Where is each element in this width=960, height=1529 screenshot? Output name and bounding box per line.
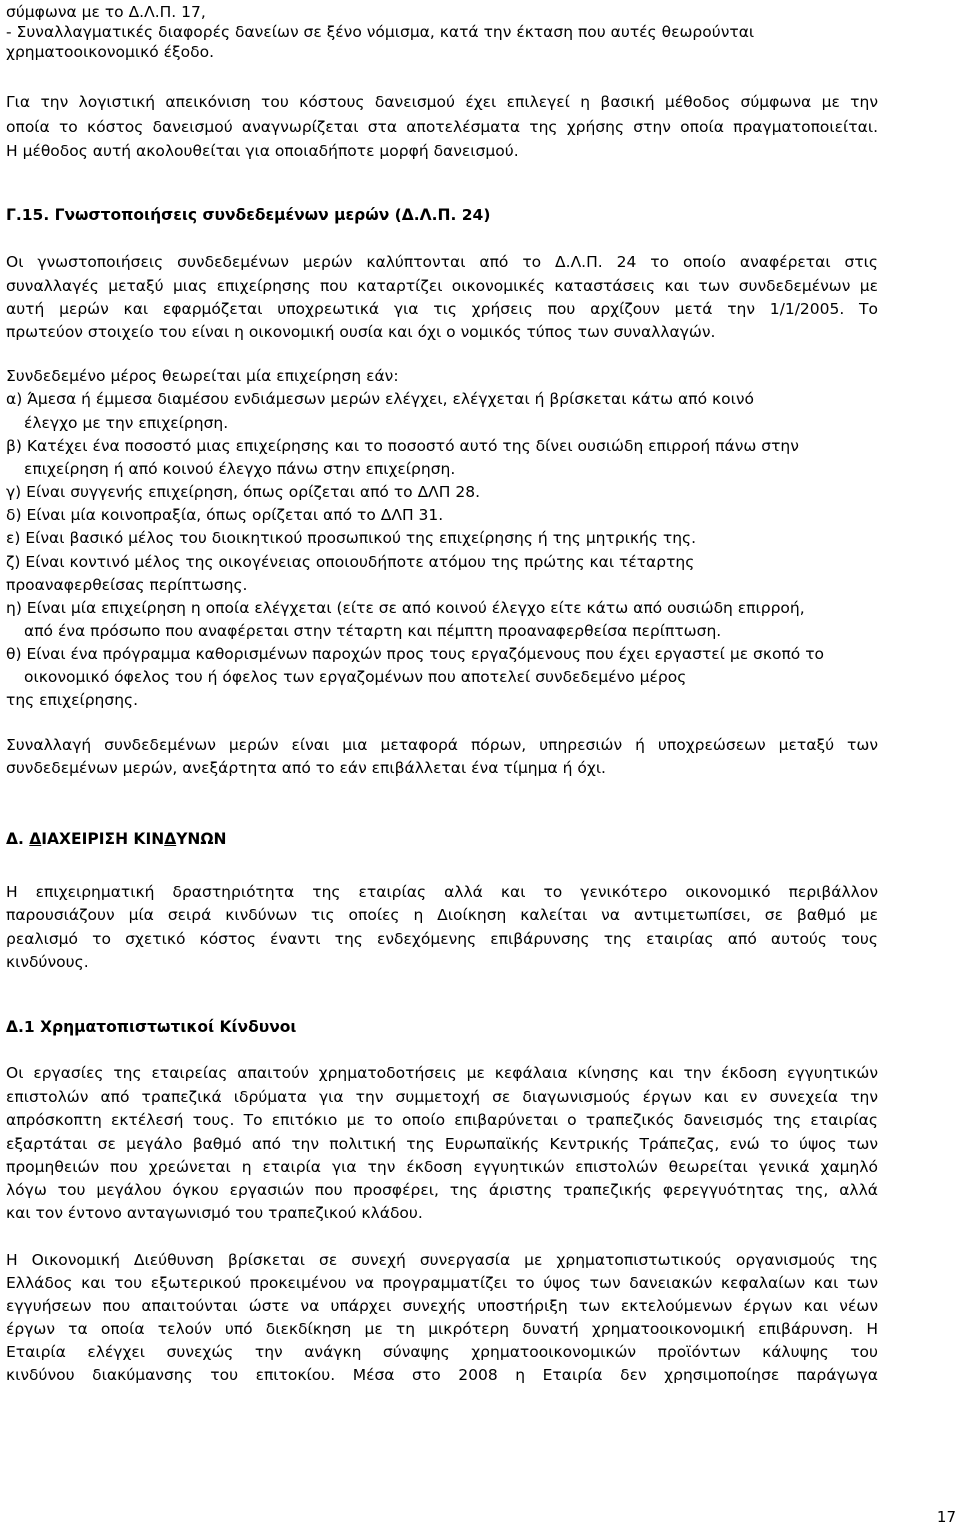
paragraph-line: Η Οικονομική Διεύθυνση βρίσκεται σε συνεχή συνεργασία με χρηματοπιστωτικούς οργανισμούς της bbox=[6, 1251, 878, 1269]
paragraph-line: αυτή μερών και εφαρμόζεται υποχρεωτικά για τις χρήσεις που αρχίζουν μετά την 1/1/2005. Το bbox=[6, 300, 878, 318]
criteria-line: ζ) Είναι κοντινό μέλος της οικογένειας οποιουδήποτε ατόμου της πρώτης και τέταρτης bbox=[6, 553, 695, 571]
criteria-line: οικονομικό όφελος του ή όφελος των εργαζομένων που αποτελεί συνδεδεμένο μέρος bbox=[24, 668, 687, 686]
criteria-line: προαναφερθείσας περίπτωσης. bbox=[6, 576, 248, 594]
text-line: σύμφωνα με το Δ.Λ.Π. 17, bbox=[6, 3, 206, 21]
paragraph-line: Οι εργασίες της εταιρείας απαιτούν χρηματοδοτήσεις με κεφάλαια κίνησης και την έκδοση εγγυητικών bbox=[6, 1064, 878, 1082]
paragraph-line: οποία το κόστος δανεισμού αναγνωρίζεται στα αποτελέσματα της χρήσης στην οποία πραγματοποιείται. bbox=[6, 118, 878, 136]
paragraph-line: Οι γνωστοποιήσεις συνδεδεμένων μερών καλύπτονται από το Δ.Λ.Π. 24 το οποίο αναφέρεται στις bbox=[6, 253, 878, 271]
paragraph-line: ρεαλισμό το σχετικό κόστος έναντι της ενδεχόμενης επιβάρυνσης της εταιρίας από αυτούς τους bbox=[6, 930, 878, 948]
criteria-line: ε) Είναι βασικό μέλος του διοικητικού προσωπικού της επιχείρησης ή της μητρικής της. bbox=[6, 529, 697, 547]
paragraph-line: συναλλαγές μεταξύ μιας επιχείρησης που καταρτίζει οικονομικές καταστάσεις και των συνδεδεμένων με bbox=[6, 277, 878, 295]
paragraph-line: επιστολών από τραπεζικά ιδρύματα για την συμμετοχή σε διαγωνισμούς έργων και εν συνεχεία την bbox=[6, 1088, 878, 1106]
paragraph-line: προμηθειών που χρεώνεται η εταιρία για την έκδοση εγγυητικών επιστολών θεωρείται γενικά χαμηλό bbox=[6, 1158, 878, 1176]
section-heading-d bbox=[6, 829, 227, 849]
heading-part: Δ bbox=[29, 830, 42, 848]
paragraph-line: Η μέθοδος αυτή ακολουθείται για οποιαδήποτε μορφή δανεισμού. bbox=[6, 142, 519, 160]
section-heading-g15: Γ.15. Γνωστοποιήσεις συνδεδεμένων μερών (Δ.Λ.Π. 24) bbox=[6, 206, 491, 224]
paragraph-line: παρουσιάζουν μία σειρά κινδύνων τις οποίες η Διοίκηση καλείται να αντιμετωπίσει, σε βαθμό με bbox=[6, 906, 878, 924]
criteria-line: α) Άμεσα ή έμμεσα διαμέσου ενδιάμεσων μερών ελέγχει, ελέγχεται ή βρίσκεται κάτω από κοινό bbox=[6, 390, 754, 408]
criteria-line: έλεγχο με την επιχείρηση. bbox=[24, 414, 229, 432]
heading-part: Δ bbox=[164, 830, 177, 848]
criteria-line: δ) Είναι μία κοινοπραξία, όπως ορίζεται από το ΔΛΠ 31. bbox=[6, 506, 444, 524]
paragraph-line: Εταιρία ελέγχει συνεχώς την ανάγκη σύναψης χρηματοοικονομικών προϊόντων κάλυψης του bbox=[6, 1343, 878, 1361]
criteria-line: η) Είναι μία επιχείρηση η οποία ελέγχεται (είτε σε από κοινού έλεγχο είτε κάτω από ουσιώδη επιρροή, bbox=[6, 599, 805, 617]
paragraph-line: κινδύνου διακύμανσης του επιτοκίου. Μέσα στο 2008 η Εταιρία δεν χρησιμοποίησε παράγωγα bbox=[6, 1366, 878, 1384]
criteria-intro: Συνδεδεμένο μέρος θεωρείται μία επιχείρηση εάν: bbox=[6, 367, 399, 385]
section-heading-d1: Δ.1 Χρηματοπιστωτικοί Κίνδυνοι bbox=[6, 1018, 297, 1036]
criteria-line: επιχείρηση ή από κοινού έλεγχο πάνω στην επιχείρηση. bbox=[24, 460, 456, 478]
paragraph-line: Η επιχειρηματική δραστηριότητα της εταιρίας αλλά και το γενικότερο οικονομικό περιβάλλον bbox=[6, 883, 878, 901]
paragraph-line: πρωτεύον στοιχείο του είναι η οικονομική ουσία και όχι ο νομικός τύπος των συναλλαγών. bbox=[6, 323, 716, 341]
paragraph-line: Ελλάδος και του εξωτερικού προκειμένου να προγραμματίζει το ύψος των δανειακών κεφαλαίων και των bbox=[6, 1274, 878, 1292]
paragraph-line: Συναλλαγή συνδεδεμένων μερών είναι μια μεταφορά πόρων, υπηρεσιών ή υποχρεώσεων μεταξύ των bbox=[6, 736, 878, 754]
paragraph-line: λόγω του μεγάλου όγκου εργασιών που προσφέρει, της άριστης τραπεζικής φερεγγυότητας της, αλλά bbox=[6, 1181, 878, 1199]
criteria-line: γ) Είναι συγγενής επιχείρηση, όπως ορίζεται από το ΔΛΠ 28. bbox=[6, 483, 481, 501]
heading-part: ΙΑΧΕΙΡΙΣΗ ΚΙΝ bbox=[41, 830, 165, 848]
paragraph-line: συνδεδεμένων μερών, ανεξάρτητα από το εάν επιβάλλεται ένα τίμημα ή όχι. bbox=[6, 759, 606, 777]
criteria-line: θ) Είναι ένα πρόγραμμα καθορισμένων παροχών προς τους εργαζόμενους που έχει εργαστεί με σκοπό το bbox=[6, 645, 825, 663]
heading-part: ΥΝΩΝ bbox=[176, 830, 227, 848]
paragraph-line: Για την λογιστική απεικόνιση του κόστους δανεισμού έχει επιλεγεί η βασική μέθοδος σύμφωνα με την bbox=[6, 93, 878, 111]
text-line: - Συναλλαγματικές διαφορές δανείων σε ξένο νόμισμα, κατά την έκταση που αυτές θεωρούνται bbox=[6, 23, 755, 41]
text-line: χρηματοοικονομικό έξοδο. bbox=[6, 43, 215, 61]
paragraph-line: εξαρτάται σε μεγάλο βαθμό από την πολιτική της Ευρωπαϊκής Κεντρικής Τράπεζας, ενώ το ύψος των bbox=[6, 1135, 878, 1153]
paragraph-line: κινδύνους. bbox=[6, 953, 89, 971]
criteria-line: από ένα πρόσωπο που αναφέρεται στην τέταρτη και πέμπτη προαναφερθείσα περίπτωση. bbox=[24, 622, 722, 640]
heading-part: Δ. bbox=[6, 830, 30, 848]
paragraph-line: και τον έντονο ανταγωνισμό του τραπεζικού κλάδου. bbox=[6, 1204, 423, 1222]
paragraph-line: εγγυήσεων που απαιτούνται ώστε να υπάρχει συνεχής υποστήριξη των εκτελούμενων έργων και νέων bbox=[6, 1297, 878, 1315]
paragraph-line: έργων τα οποία τελούν υπό διεκδίκηση με τη μικρότερη δυνατή χρηματοοικονομική επιβάρυνση. Η bbox=[6, 1320, 878, 1338]
criteria-line: β) Κατέχει ένα ποσοστό μιας επιχείρησης και το ποσοστό αυτό της δίνει ουσιώδη επιρροή πάνω στην bbox=[6, 437, 799, 455]
page-number: 17 bbox=[936, 1508, 956, 1526]
paragraph-line: απρόσκοπτη εκτέλεσή τους. Το επιτόκιο με το οποίο επιβαρύνεται ο τραπεζικός δανεισμός της εταιρίας bbox=[6, 1111, 878, 1129]
criteria-line: της επιχείρησης. bbox=[6, 691, 139, 709]
